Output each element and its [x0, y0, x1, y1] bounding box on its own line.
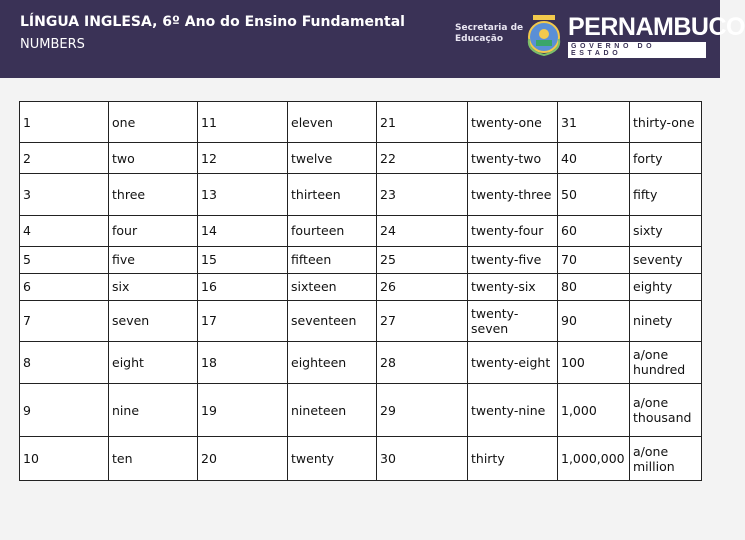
- number-digit-cell: 30: [377, 437, 468, 481]
- number-digit-cell: 10: [20, 437, 109, 481]
- secretaria-line1: Secretaria de: [455, 23, 524, 33]
- number-digit-cell: 18: [198, 342, 288, 383]
- number-word-cell: thirty: [468, 437, 558, 481]
- number-digit-cell: 40: [558, 143, 630, 174]
- number-digit-cell: 100: [558, 342, 630, 383]
- number-word-cell: two: [109, 143, 198, 174]
- number-word-cell: ninety: [630, 300, 702, 341]
- number-digit-cell: 70: [558, 246, 630, 273]
- number-word-cell: thirty-one: [630, 102, 702, 143]
- number-word-cell: twenty-three: [468, 174, 558, 215]
- number-digit-cell: 21: [377, 102, 468, 143]
- number-digit-cell: 60: [558, 215, 630, 246]
- secretaria-line2: Educação: [455, 34, 503, 44]
- number-digit-cell: 20: [198, 437, 288, 481]
- number-digit-cell: 80: [558, 273, 630, 300]
- number-digit-cell: 28: [377, 342, 468, 383]
- number-word-cell: fourteen: [288, 215, 377, 246]
- number-word-cell: twenty-five: [468, 246, 558, 273]
- number-word-cell: one: [109, 102, 198, 143]
- number-word-cell: six: [109, 273, 198, 300]
- slide-header: [0, 0, 745, 78]
- table-row: [20, 342, 702, 383]
- state-coat-of-arms-icon: [525, 13, 563, 57]
- number-digit-cell: 29: [377, 383, 468, 437]
- number-digit-cell: 9: [20, 383, 109, 437]
- number-word-cell: fifty: [630, 174, 702, 215]
- number-digit-cell: 1: [20, 102, 109, 143]
- numbers-table: [19, 101, 702, 481]
- table-row: [20, 143, 702, 174]
- page-title: LÍNGUA INGLESA, 6º Ano do Ensino Fundamental: [20, 14, 405, 30]
- number-word-cell: eighteen: [288, 342, 377, 383]
- number-word-cell: thirteen: [288, 174, 377, 215]
- number-word-cell: five: [109, 246, 198, 273]
- number-word-cell: twenty-nine: [468, 383, 558, 437]
- number-digit-cell: 2: [20, 143, 109, 174]
- number-digit-cell: 5: [20, 246, 109, 273]
- number-digit-cell: 7: [20, 300, 109, 341]
- number-word-cell: seven: [109, 300, 198, 341]
- number-word-cell: nineteen: [288, 383, 377, 437]
- number-word-cell: eleven: [288, 102, 377, 143]
- table-row: [20, 102, 702, 143]
- number-word-cell: seventy: [630, 246, 702, 273]
- number-word-cell: nine: [109, 383, 198, 437]
- number-digit-cell: 6: [20, 273, 109, 300]
- number-word-cell: twenty-seven: [468, 300, 558, 341]
- number-word-cell: three: [109, 174, 198, 215]
- number-word-cell: twenty-four: [468, 215, 558, 246]
- number-digit-cell: 24: [377, 215, 468, 246]
- number-digit-cell: 3: [20, 174, 109, 215]
- number-digit-cell: 13: [198, 174, 288, 215]
- number-digit-cell: 8: [20, 342, 109, 383]
- number-word-cell: ten: [109, 437, 198, 481]
- number-word-cell: a/one hundred: [630, 342, 702, 383]
- number-word-cell: twelve: [288, 143, 377, 174]
- number-word-cell: seventeen: [288, 300, 377, 341]
- number-digit-cell: 22: [377, 143, 468, 174]
- number-word-cell: sixty: [630, 215, 702, 246]
- table-row: [20, 437, 702, 481]
- table-row: [20, 300, 702, 341]
- page-subtitle: NUMBERS: [20, 37, 85, 52]
- number-word-cell: twenty-two: [468, 143, 558, 174]
- number-word-cell: twenty-six: [468, 273, 558, 300]
- number-word-cell: twenty-eight: [468, 342, 558, 383]
- number-word-cell: forty: [630, 143, 702, 174]
- number-digit-cell: 17: [198, 300, 288, 341]
- table-row: [20, 383, 702, 437]
- number-digit-cell: 11: [198, 102, 288, 143]
- government-label: GOVERNO DO ESTADO: [568, 42, 706, 58]
- number-digit-cell: 1,000,000: [558, 437, 630, 481]
- secretaria-label: [455, 23, 523, 45]
- number-digit-cell: 25: [377, 246, 468, 273]
- number-word-cell: four: [109, 215, 198, 246]
- number-digit-cell: 4: [20, 215, 109, 246]
- number-digit-cell: 19: [198, 383, 288, 437]
- number-word-cell: sixteen: [288, 273, 377, 300]
- number-digit-cell: 90: [558, 300, 630, 341]
- number-word-cell: a/one million: [630, 437, 702, 481]
- table-row: [20, 273, 702, 300]
- number-word-cell: a/one thousand: [630, 383, 702, 437]
- number-digit-cell: 14: [198, 215, 288, 246]
- number-word-cell: eight: [109, 342, 198, 383]
- number-word-cell: fifteen: [288, 246, 377, 273]
- number-digit-cell: 26: [377, 273, 468, 300]
- number-digit-cell: 16: [198, 273, 288, 300]
- number-digit-cell: 1,000: [558, 383, 630, 437]
- number-digit-cell: 31: [558, 102, 630, 143]
- number-digit-cell: 50: [558, 174, 630, 215]
- number-digit-cell: 23: [377, 174, 468, 215]
- table-row: [20, 174, 702, 215]
- number-digit-cell: 12: [198, 143, 288, 174]
- table-row: [20, 215, 702, 246]
- number-digit-cell: 15: [198, 246, 288, 273]
- number-digit-cell: 27: [377, 300, 468, 341]
- number-word-cell: twenty: [288, 437, 377, 481]
- number-word-cell: eighty: [630, 273, 702, 300]
- number-word-cell: twenty-one: [468, 102, 558, 143]
- state-name: PERNAMBUCO: [568, 13, 745, 41]
- table-row: [20, 246, 702, 273]
